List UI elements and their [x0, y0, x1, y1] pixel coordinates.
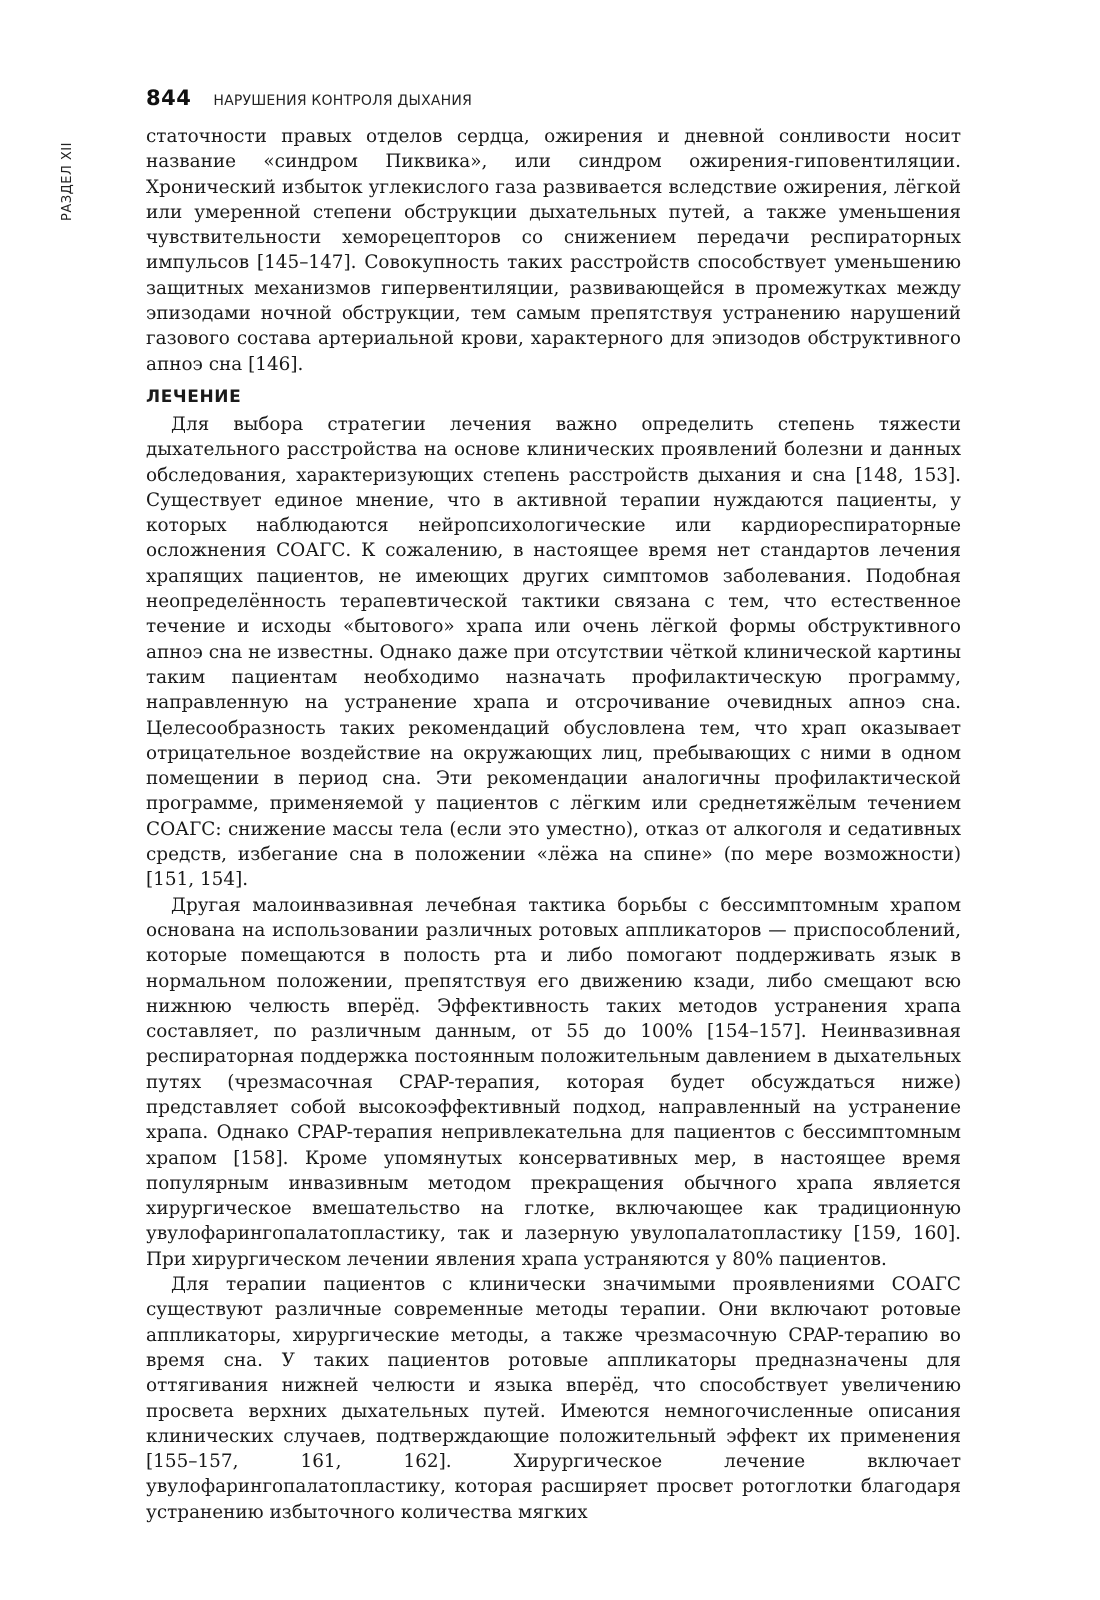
running-header	[146, 86, 472, 110]
paragraph-minimally-invasive: Другая малоинвазивная лечебная тактика борьбы с бессимптомным храпом основана на использовании различных ротовых аппликаторов — приспособлений, которые помещаются в полость рта и либо помогают поддерживать язык в нормальном положении, препятствуя его движению кзади, либо смещают всю нижнюю челюсть вперёд. Эффективность таких методов устранения храпа составляет, по различным данным, от 55 до 100% [154–157]. Неинвазивная респираторная поддержка постоянным положительным давлением в дыхательных путях (чрезмасочная CPAP-терапия, которая будет обсуждаться ниже) представляет собой высокоэффективный подход, направленный на устранение храпа. Однако CPAP-терапия непривлекательна для пациентов с бессимптомным храпом [158]. Кроме упомянутых консервативных мер, в настоящее время популярным инвазивным методом прекращения обычного храпа является хирургическое вмешательство на глотке, включающее как традиционную увулофарингопалатопластику, так и лазерную увулопалатопластику [159, 160]. При хирургическом лечении явления храпа устраняются у 80% пациентов.	[146, 894, 961, 1270]
section-side-label-text: РАЗДЕЛ XII	[59, 141, 75, 221]
page-body	[146, 124, 961, 1525]
paragraph-clinical-therapy: Для терапии пациентов с клинически значимыми проявлениями СОАГС существуют различные современные методы терапии. Они включают ротовые аппликаторы, хирургические методы, а также чрезмасочную CPAP-терапию во время сна. У таких пациентов ротовые аппликаторы предназначены для оттягивания нижней челюсти и языка вперёд, что способствует увеличению просвета верхних дыхательных путей. Имеются немногочисленные описания клинических случаев, подтверждающие положительный эффект их применения [155–157, 161, 162]. Хирургическое лечение включает увулофарингопалатопластику, которая расширяет просвет ротоглотки благодаря устранению избыточного количества мягких	[146, 1274, 961, 1523]
paragraph-treatment-strategy: Для выбора стратегии лечения важно определить степень тяжести дыхательного расстройства на основе клинических проявлений болезни и данных обследования, характеризующих степень расстройств дыхания и сна [148, 153]. Существует единое мнение, что в активной терапии нуждаются пациенты, у которых наблюдаются нейропсихологические или кардиореспираторные осложнения СОАГС. К сожалению, в настоящее время нет стандартов лечения храпящих пациентов, не имеющих других симптомов заболевания. Подобная неопределённость терапевтической тактики связана с тем, что естественное течение и исходы «бытового» храпа или очень лёгкой формы обструктивного апноэ сна не известны. Однако даже при отсутствии чёткой клинической картины таким пациентам необходимо назначать профилактическую программу, направленную на устранение храпа и отсрочивание очевидных апноэ сна. Целесообразность таких рекомендаций обусловлена тем, что храп оказывает отрицательное воздействие на окружающих лиц, пребывающих с ними в одном помещении в период сна. Эти рекомендации аналогичны профилактической программе, применяемой у пациентов с лёгким или среднетяжёлым течением СОАГС: снижение массы тела (если это уместно), отказ от алкоголя и седативных средств, избегание сна в положении «лёжа на спине» (по мере возможности) [151, 154].	[146, 413, 961, 891]
section-heading: ЛЕЧЕНИЕ	[146, 386, 242, 407]
page-number: 844	[146, 86, 192, 110]
section-side-label	[52, 136, 82, 226]
running-title: НАРУШЕНИЯ КОНТРОЛЯ ДЫХАНИЯ	[213, 93, 473, 109]
paragraph-continuation: статочности правых отделов сердца, ожирения и дневной сонливости носит название «синдром Пиквика», или синдром ожирения-гиповентиляции. Хронический избыток углекислого газа развивается вследствие ожирения, лёгкой или умеренной степени обструкции дыхательных путей, а также уменьшения чувствительности хеморецепторов со снижением передачи респираторных импульсов [145–147]. Совокупность таких расстройств способствует уменьшению защитных механизмов гипервентиляции, развивающейся в промежутках между эпизодами ночной обструкции, тем самым препятствуя устранению нарушений газового состава артериальной крови, характерного для эпизодов обструктивного апноэ сна [146].	[146, 126, 961, 375]
